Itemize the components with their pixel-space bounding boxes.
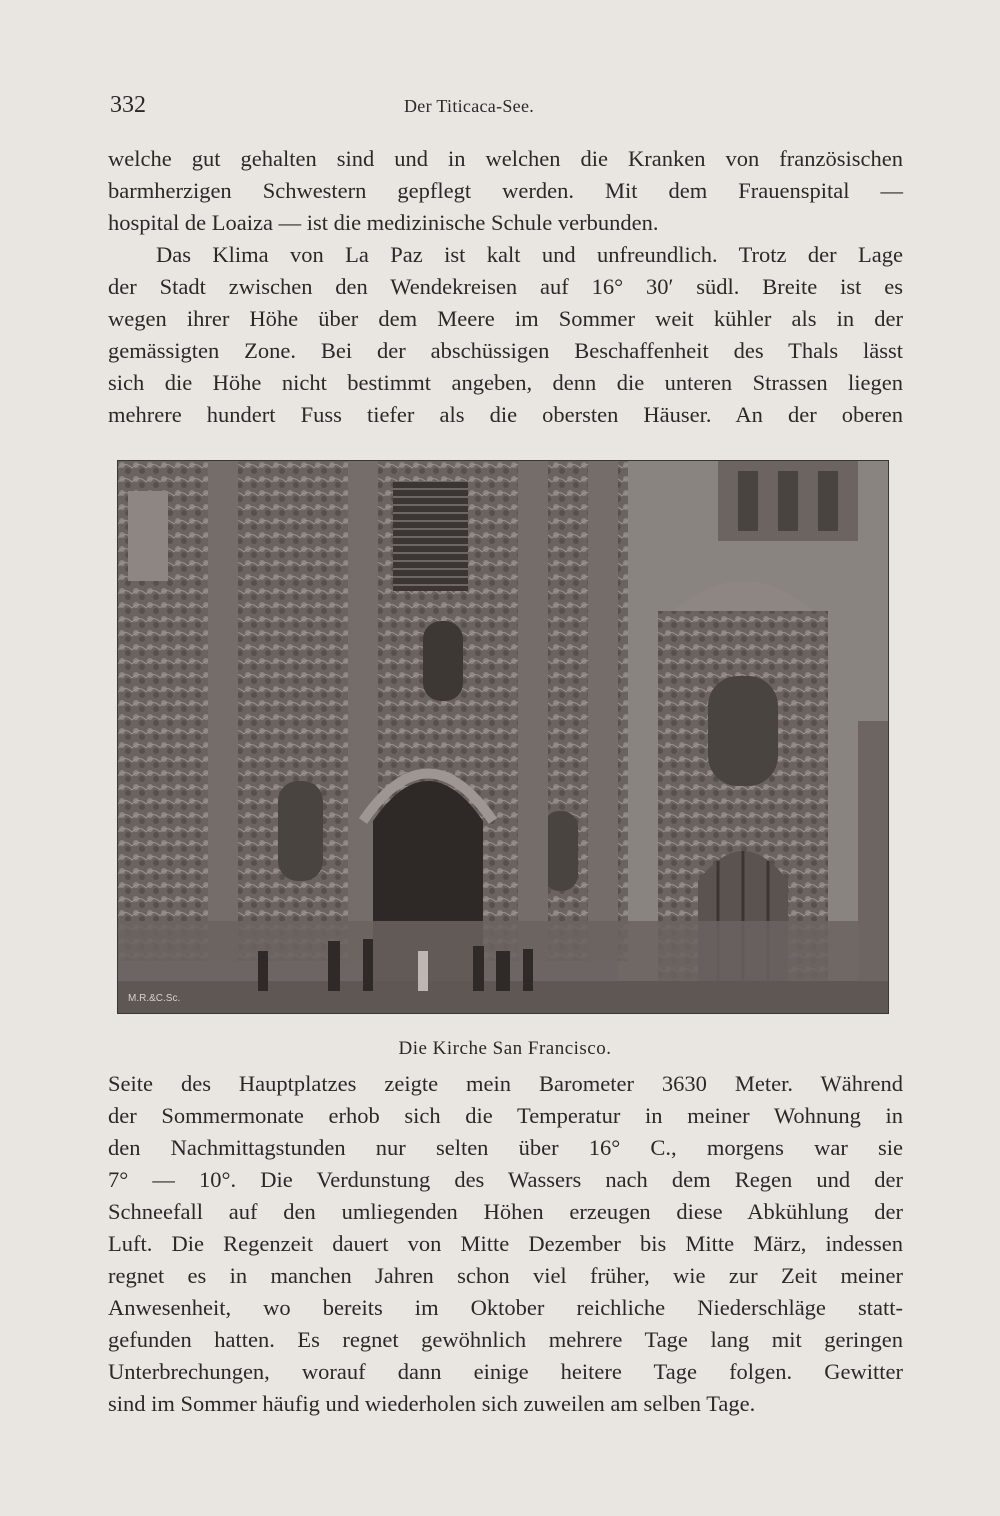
text-line: der Sommermonate erhob sich die Temperatur in meiner Wohnung in xyxy=(108,1103,903,1128)
text-line: sich die Höhe nicht bestimmt angeben, denn die unteren Strassen liegen xyxy=(108,370,903,395)
text-line: Schneefall auf den umliegenden Höhen erzeugen diese Abkühlung der xyxy=(108,1199,903,1224)
page-number: 332 xyxy=(110,92,146,118)
text-line: barmherzigen Schwestern gepflegt werden. Mit dem Frauenspital — xyxy=(108,178,903,203)
caption-text: Die Kirche San Francisco. xyxy=(398,1038,612,1059)
church-facade-illustration xyxy=(118,461,888,1013)
text-line: gemässigten Zone. Bei der abschüssigen Beschaffenheit des Thals lässt xyxy=(108,338,903,363)
text-line: 7° — 10°. Die Verdunstung des Wassers nach dem Regen und der xyxy=(108,1167,903,1192)
text-line: regnet es in manchen Jahren schon viel früher, wie zur Zeit meiner xyxy=(108,1263,903,1288)
text-line: welche gut gehalten sind und in welchen die Kranken von französischen xyxy=(108,146,903,171)
figure-caption xyxy=(0,1038,1000,1060)
church-photograph xyxy=(117,460,889,1014)
text-line: Das Klima von La Paz ist kalt und unfreundlich. Trotz der Lage xyxy=(156,242,903,267)
text-line: der Stadt zwischen den Wendekreisen auf 16° 30′ südl. Breite ist es xyxy=(108,274,903,299)
paragraph-block-top xyxy=(108,143,903,431)
text-line: sind im Sommer häufig und wiederholen sich zuweilen am selben Tage. xyxy=(108,1391,756,1416)
text-line: gefunden hatten. Es regnet gewöhnlich mehrere Tage lang mit geringen xyxy=(108,1327,903,1352)
text-line: wegen ihrer Höhe über dem Meere im Sommer weit kühler als in der xyxy=(108,306,903,331)
text-line: Anwesenheit, wo bereits im Oktober reichliche Niederschläge statt- xyxy=(108,1295,903,1320)
text-line: Unterbrechungen, worauf dann einige heitere Tage folgen. Gewitter xyxy=(108,1359,903,1384)
text-line: Seite des Hauptplatzes zeigte mein Barometer 3630 Meter. Während xyxy=(108,1071,903,1096)
paragraph-block-bottom xyxy=(108,1068,903,1420)
page-header xyxy=(108,92,898,128)
text-line: mehrere hundert Fuss tiefer als die obersten Häuser. An der oberen xyxy=(108,402,903,427)
text-line: hospital de Loaiza — ist die medizinische Schule verbunden. xyxy=(108,210,659,235)
text-line: Luft. Die Regenzeit dauert von Mitte Dezember bis Mitte März, indessen xyxy=(108,1231,903,1256)
text-line: den Nachmittagstunden nur selten über 16° C., morgens war sie xyxy=(108,1135,903,1160)
running-title: Der Titicaca-See. xyxy=(404,96,535,116)
engraver-mark: M.R.&C.Sc. xyxy=(128,993,181,1004)
